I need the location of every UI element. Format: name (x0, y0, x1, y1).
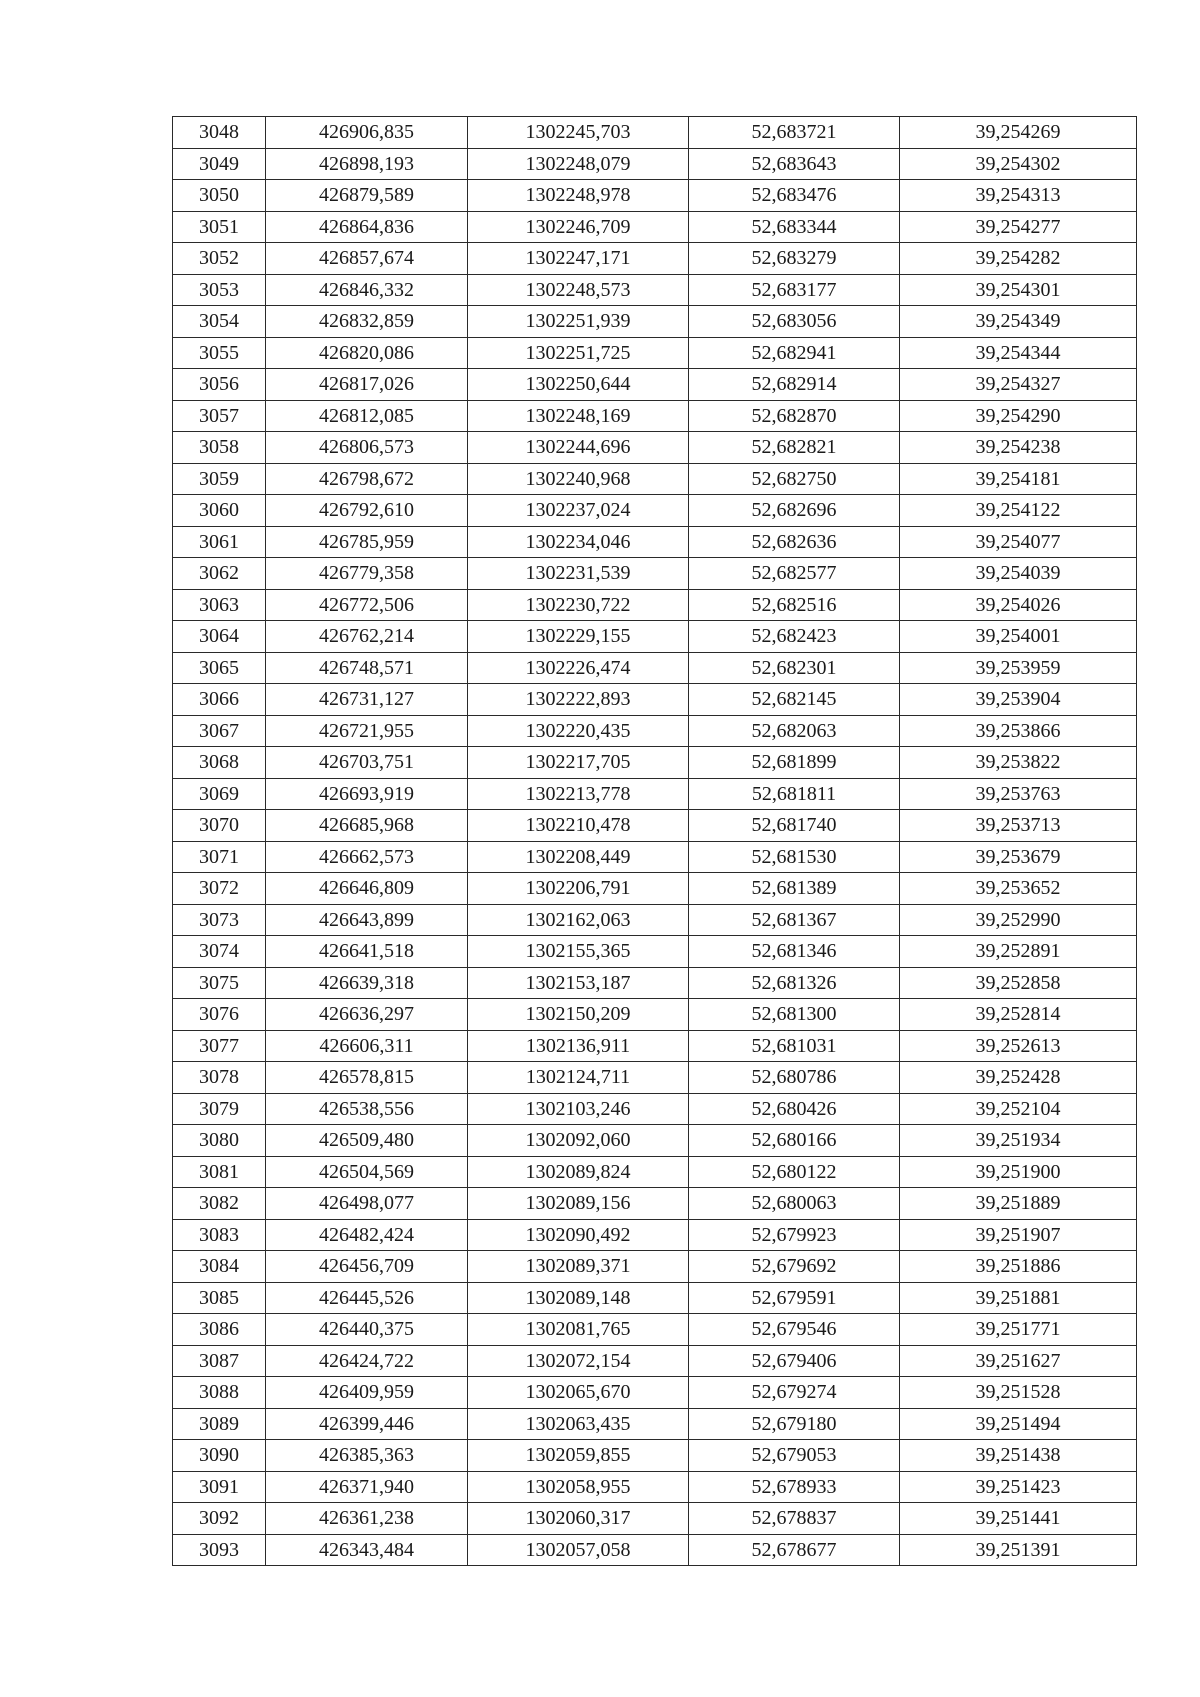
x-coordinate-cell: 426662,573 (266, 841, 468, 873)
latitude-cell: 52,681346 (689, 936, 900, 968)
y-coordinate-cell: 1302089,371 (468, 1251, 689, 1283)
point-number-cell: 3092 (173, 1503, 266, 1535)
x-coordinate-cell: 426779,358 (266, 558, 468, 590)
y-coordinate-cell: 1302089,824 (468, 1156, 689, 1188)
x-coordinate-cell: 426820,086 (266, 337, 468, 369)
point-number-cell: 3076 (173, 999, 266, 1031)
latitude-cell: 52,683643 (689, 148, 900, 180)
y-coordinate-cell: 1302089,148 (468, 1282, 689, 1314)
point-number-cell: 3060 (173, 495, 266, 527)
point-number-cell: 3066 (173, 684, 266, 716)
longitude-cell: 39,254026 (900, 589, 1137, 621)
table-row (173, 967, 1137, 999)
table-row (173, 1219, 1137, 1251)
table-row (173, 1408, 1137, 1440)
y-coordinate-cell: 1302248,169 (468, 400, 689, 432)
longitude-cell: 39,253866 (900, 715, 1137, 747)
x-coordinate-cell: 426772,506 (266, 589, 468, 621)
y-coordinate-cell: 1302247,171 (468, 243, 689, 275)
table-row (173, 1282, 1137, 1314)
y-coordinate-cell: 1302058,955 (468, 1471, 689, 1503)
table-row (173, 337, 1137, 369)
x-coordinate-cell: 426812,085 (266, 400, 468, 432)
point-number-cell: 3078 (173, 1062, 266, 1094)
table-row (173, 369, 1137, 401)
table-row (173, 1471, 1137, 1503)
x-coordinate-cell: 426846,332 (266, 274, 468, 306)
longitude-cell: 39,253679 (900, 841, 1137, 873)
table-row (173, 936, 1137, 968)
x-coordinate-cell: 426445,526 (266, 1282, 468, 1314)
point-number-cell: 3090 (173, 1440, 266, 1472)
y-coordinate-cell: 1302150,209 (468, 999, 689, 1031)
longitude-cell: 39,251627 (900, 1345, 1137, 1377)
latitude-cell: 52,681389 (689, 873, 900, 905)
latitude-cell: 52,679546 (689, 1314, 900, 1346)
y-coordinate-cell: 1302153,187 (468, 967, 689, 999)
coordinates-table (172, 116, 1137, 1566)
point-number-cell: 3077 (173, 1030, 266, 1062)
point-number-cell: 3053 (173, 274, 266, 306)
x-coordinate-cell: 426685,968 (266, 810, 468, 842)
latitude-cell: 52,682636 (689, 526, 900, 558)
y-coordinate-cell: 1302081,765 (468, 1314, 689, 1346)
longitude-cell: 39,254001 (900, 621, 1137, 653)
longitude-cell: 39,254181 (900, 463, 1137, 495)
point-number-cell: 3083 (173, 1219, 266, 1251)
table-row (173, 1440, 1137, 1472)
y-coordinate-cell: 1302234,046 (468, 526, 689, 558)
x-coordinate-cell: 426792,610 (266, 495, 468, 527)
table-row (173, 589, 1137, 621)
x-coordinate-cell: 426440,375 (266, 1314, 468, 1346)
longitude-cell: 39,253822 (900, 747, 1137, 779)
latitude-cell: 52,683177 (689, 274, 900, 306)
point-number-cell: 3069 (173, 778, 266, 810)
latitude-cell: 52,682145 (689, 684, 900, 716)
y-coordinate-cell: 1302220,435 (468, 715, 689, 747)
latitude-cell: 52,682577 (689, 558, 900, 590)
x-coordinate-cell: 426879,589 (266, 180, 468, 212)
y-coordinate-cell: 1302208,449 (468, 841, 689, 873)
longitude-cell: 39,252891 (900, 936, 1137, 968)
latitude-cell: 52,682870 (689, 400, 900, 432)
point-number-cell: 3054 (173, 306, 266, 338)
point-number-cell: 3067 (173, 715, 266, 747)
point-number-cell: 3085 (173, 1282, 266, 1314)
y-coordinate-cell: 1302210,478 (468, 810, 689, 842)
table-row (173, 1503, 1137, 1535)
latitude-cell: 52,682301 (689, 652, 900, 684)
x-coordinate-cell: 426482,424 (266, 1219, 468, 1251)
latitude-cell: 52,682063 (689, 715, 900, 747)
latitude-cell: 52,679180 (689, 1408, 900, 1440)
latitude-cell: 52,681811 (689, 778, 900, 810)
longitude-cell: 39,253904 (900, 684, 1137, 716)
latitude-cell: 52,679274 (689, 1377, 900, 1409)
point-number-cell: 3062 (173, 558, 266, 590)
point-number-cell: 3058 (173, 432, 266, 464)
latitude-cell: 52,682750 (689, 463, 900, 495)
x-coordinate-cell: 426504,569 (266, 1156, 468, 1188)
longitude-cell: 39,251934 (900, 1125, 1137, 1157)
x-coordinate-cell: 426762,214 (266, 621, 468, 653)
y-coordinate-cell: 1302231,539 (468, 558, 689, 590)
y-coordinate-cell: 1302072,154 (468, 1345, 689, 1377)
x-coordinate-cell: 426785,959 (266, 526, 468, 558)
y-coordinate-cell: 1302065,670 (468, 1377, 689, 1409)
y-coordinate-cell: 1302245,703 (468, 117, 689, 149)
latitude-cell: 52,681367 (689, 904, 900, 936)
longitude-cell: 39,251494 (900, 1408, 1137, 1440)
point-number-cell: 3080 (173, 1125, 266, 1157)
table-row (173, 1030, 1137, 1062)
longitude-cell: 39,253652 (900, 873, 1137, 905)
latitude-cell: 52,681530 (689, 841, 900, 873)
table-row (173, 1156, 1137, 1188)
latitude-cell: 52,681740 (689, 810, 900, 842)
table-row (173, 621, 1137, 653)
table-row (173, 526, 1137, 558)
point-number-cell: 3068 (173, 747, 266, 779)
coordinates-table-body (173, 117, 1137, 1566)
x-coordinate-cell: 426424,722 (266, 1345, 468, 1377)
y-coordinate-cell: 1302136,911 (468, 1030, 689, 1062)
longitude-cell: 39,252428 (900, 1062, 1137, 1094)
point-number-cell: 3056 (173, 369, 266, 401)
latitude-cell: 52,681300 (689, 999, 900, 1031)
latitude-cell: 52,683344 (689, 211, 900, 243)
latitude-cell: 52,683721 (689, 117, 900, 149)
y-coordinate-cell: 1302090,492 (468, 1219, 689, 1251)
longitude-cell: 39,254269 (900, 117, 1137, 149)
point-number-cell: 3079 (173, 1093, 266, 1125)
longitude-cell: 39,252990 (900, 904, 1137, 936)
x-coordinate-cell: 426817,026 (266, 369, 468, 401)
longitude-cell: 39,254077 (900, 526, 1137, 558)
latitude-cell: 52,683476 (689, 180, 900, 212)
x-coordinate-cell: 426703,751 (266, 747, 468, 779)
longitude-cell: 39,254277 (900, 211, 1137, 243)
latitude-cell: 52,682423 (689, 621, 900, 653)
point-number-cell: 3057 (173, 400, 266, 432)
longitude-cell: 39,252858 (900, 967, 1137, 999)
x-coordinate-cell: 426798,672 (266, 463, 468, 495)
table-row (173, 904, 1137, 936)
table-row (173, 1062, 1137, 1094)
point-number-cell: 3087 (173, 1345, 266, 1377)
longitude-cell: 39,254238 (900, 432, 1137, 464)
point-number-cell: 3072 (173, 873, 266, 905)
longitude-cell: 39,251900 (900, 1156, 1137, 1188)
point-number-cell: 3051 (173, 211, 266, 243)
y-coordinate-cell: 1302250,644 (468, 369, 689, 401)
y-coordinate-cell: 1302226,474 (468, 652, 689, 684)
latitude-cell: 52,682516 (689, 589, 900, 621)
point-number-cell: 3074 (173, 936, 266, 968)
x-coordinate-cell: 426693,919 (266, 778, 468, 810)
table-row (173, 1188, 1137, 1220)
y-coordinate-cell: 1302244,696 (468, 432, 689, 464)
longitude-cell: 39,251886 (900, 1251, 1137, 1283)
x-coordinate-cell: 426832,859 (266, 306, 468, 338)
x-coordinate-cell: 426731,127 (266, 684, 468, 716)
x-coordinate-cell: 426639,318 (266, 967, 468, 999)
point-number-cell: 3048 (173, 117, 266, 149)
point-number-cell: 3084 (173, 1251, 266, 1283)
table-row (173, 747, 1137, 779)
point-number-cell: 3059 (173, 463, 266, 495)
table-row (173, 810, 1137, 842)
latitude-cell: 52,679406 (689, 1345, 900, 1377)
latitude-cell: 52,680786 (689, 1062, 900, 1094)
longitude-cell: 39,254349 (900, 306, 1137, 338)
table-row (173, 558, 1137, 590)
table-row (173, 400, 1137, 432)
y-coordinate-cell: 1302222,893 (468, 684, 689, 716)
table-row (173, 999, 1137, 1031)
table-row (173, 1534, 1137, 1566)
longitude-cell: 39,251441 (900, 1503, 1137, 1535)
latitude-cell: 52,680426 (689, 1093, 900, 1125)
table-row (173, 432, 1137, 464)
table-row (173, 841, 1137, 873)
x-coordinate-cell: 426399,446 (266, 1408, 468, 1440)
longitude-cell: 39,254327 (900, 369, 1137, 401)
x-coordinate-cell: 426578,815 (266, 1062, 468, 1094)
y-coordinate-cell: 1302246,709 (468, 211, 689, 243)
table-row (173, 463, 1137, 495)
longitude-cell: 39,253713 (900, 810, 1137, 842)
latitude-cell: 52,682941 (689, 337, 900, 369)
point-number-cell: 3070 (173, 810, 266, 842)
point-number-cell: 3055 (173, 337, 266, 369)
x-coordinate-cell: 426864,836 (266, 211, 468, 243)
longitude-cell: 39,251907 (900, 1219, 1137, 1251)
longitude-cell: 39,254282 (900, 243, 1137, 275)
point-number-cell: 3061 (173, 526, 266, 558)
y-coordinate-cell: 1302251,725 (468, 337, 689, 369)
x-coordinate-cell: 426606,311 (266, 1030, 468, 1062)
point-number-cell: 3082 (173, 1188, 266, 1220)
longitude-cell: 39,252814 (900, 999, 1137, 1031)
longitude-cell: 39,251528 (900, 1377, 1137, 1409)
x-coordinate-cell: 426456,709 (266, 1251, 468, 1283)
latitude-cell: 52,681899 (689, 747, 900, 779)
point-number-cell: 3064 (173, 621, 266, 653)
x-coordinate-cell: 426641,518 (266, 936, 468, 968)
x-coordinate-cell: 426498,077 (266, 1188, 468, 1220)
x-coordinate-cell: 426385,363 (266, 1440, 468, 1472)
latitude-cell: 52,679692 (689, 1251, 900, 1283)
point-number-cell: 3050 (173, 180, 266, 212)
y-coordinate-cell: 1302230,722 (468, 589, 689, 621)
point-number-cell: 3075 (173, 967, 266, 999)
y-coordinate-cell: 1302063,435 (468, 1408, 689, 1440)
x-coordinate-cell: 426361,238 (266, 1503, 468, 1535)
x-coordinate-cell: 426857,674 (266, 243, 468, 275)
y-coordinate-cell: 1302155,365 (468, 936, 689, 968)
latitude-cell: 52,681031 (689, 1030, 900, 1062)
table-row (173, 1125, 1137, 1157)
latitude-cell: 52,678677 (689, 1534, 900, 1566)
table-row (173, 715, 1137, 747)
table-row (173, 873, 1137, 905)
point-number-cell: 3063 (173, 589, 266, 621)
longitude-cell: 39,252613 (900, 1030, 1137, 1062)
y-coordinate-cell: 1302057,058 (468, 1534, 689, 1566)
longitude-cell: 39,254344 (900, 337, 1137, 369)
longitude-cell: 39,251881 (900, 1282, 1137, 1314)
point-number-cell: 3089 (173, 1408, 266, 1440)
x-coordinate-cell: 426721,955 (266, 715, 468, 747)
y-coordinate-cell: 1302240,968 (468, 463, 689, 495)
y-coordinate-cell: 1302248,978 (468, 180, 689, 212)
longitude-cell: 39,251423 (900, 1471, 1137, 1503)
y-coordinate-cell: 1302162,063 (468, 904, 689, 936)
latitude-cell: 52,682914 (689, 369, 900, 401)
latitude-cell: 52,678933 (689, 1471, 900, 1503)
x-coordinate-cell: 426646,809 (266, 873, 468, 905)
latitude-cell: 52,683056 (689, 306, 900, 338)
x-coordinate-cell: 426748,571 (266, 652, 468, 684)
latitude-cell: 52,682821 (689, 432, 900, 464)
x-coordinate-cell: 426538,556 (266, 1093, 468, 1125)
table-row (173, 274, 1137, 306)
x-coordinate-cell: 426371,940 (266, 1471, 468, 1503)
longitude-cell: 39,253959 (900, 652, 1137, 684)
longitude-cell: 39,254302 (900, 148, 1137, 180)
point-number-cell: 3065 (173, 652, 266, 684)
latitude-cell: 52,680166 (689, 1125, 900, 1157)
y-coordinate-cell: 1302237,024 (468, 495, 689, 527)
point-number-cell: 3091 (173, 1471, 266, 1503)
y-coordinate-cell: 1302103,246 (468, 1093, 689, 1125)
latitude-cell: 52,678837 (689, 1503, 900, 1535)
table-row (173, 684, 1137, 716)
x-coordinate-cell: 426509,480 (266, 1125, 468, 1157)
x-coordinate-cell: 426409,959 (266, 1377, 468, 1409)
x-coordinate-cell: 426898,193 (266, 148, 468, 180)
y-coordinate-cell: 1302124,711 (468, 1062, 689, 1094)
longitude-cell: 39,252104 (900, 1093, 1137, 1125)
y-coordinate-cell: 1302060,317 (468, 1503, 689, 1535)
longitude-cell: 39,251391 (900, 1534, 1137, 1566)
y-coordinate-cell: 1302217,705 (468, 747, 689, 779)
point-number-cell: 3073 (173, 904, 266, 936)
longitude-cell: 39,254039 (900, 558, 1137, 590)
table-row (173, 652, 1137, 684)
x-coordinate-cell: 426636,297 (266, 999, 468, 1031)
table-row (173, 778, 1137, 810)
y-coordinate-cell: 1302059,855 (468, 1440, 689, 1472)
y-coordinate-cell: 1302089,156 (468, 1188, 689, 1220)
latitude-cell: 52,682696 (689, 495, 900, 527)
table-row (173, 306, 1137, 338)
x-coordinate-cell: 426643,899 (266, 904, 468, 936)
table-row (173, 1377, 1137, 1409)
x-coordinate-cell: 426906,835 (266, 117, 468, 149)
x-coordinate-cell: 426806,573 (266, 432, 468, 464)
point-number-cell: 3088 (173, 1377, 266, 1409)
latitude-cell: 52,683279 (689, 243, 900, 275)
table-row (173, 148, 1137, 180)
y-coordinate-cell: 1302229,155 (468, 621, 689, 653)
point-number-cell: 3081 (173, 1156, 266, 1188)
y-coordinate-cell: 1302213,778 (468, 778, 689, 810)
longitude-cell: 39,253763 (900, 778, 1137, 810)
longitude-cell: 39,254290 (900, 400, 1137, 432)
latitude-cell: 52,679053 (689, 1440, 900, 1472)
table-row (173, 180, 1137, 212)
table-row (173, 1251, 1137, 1283)
point-number-cell: 3093 (173, 1534, 266, 1566)
longitude-cell: 39,251771 (900, 1314, 1137, 1346)
table-row (173, 1314, 1137, 1346)
latitude-cell: 52,680063 (689, 1188, 900, 1220)
latitude-cell: 52,679923 (689, 1219, 900, 1251)
table-row (173, 1093, 1137, 1125)
point-number-cell: 3086 (173, 1314, 266, 1346)
y-coordinate-cell: 1302248,573 (468, 274, 689, 306)
latitude-cell: 52,681326 (689, 967, 900, 999)
y-coordinate-cell: 1302251,939 (468, 306, 689, 338)
y-coordinate-cell: 1302206,791 (468, 873, 689, 905)
latitude-cell: 52,679591 (689, 1282, 900, 1314)
y-coordinate-cell: 1302248,079 (468, 148, 689, 180)
table-row (173, 495, 1137, 527)
point-number-cell: 3052 (173, 243, 266, 275)
longitude-cell: 39,251438 (900, 1440, 1137, 1472)
latitude-cell: 52,680122 (689, 1156, 900, 1188)
table-row (173, 117, 1137, 149)
point-number-cell: 3071 (173, 841, 266, 873)
longitude-cell: 39,254122 (900, 495, 1137, 527)
table-row (173, 1345, 1137, 1377)
x-coordinate-cell: 426343,484 (266, 1534, 468, 1566)
y-coordinate-cell: 1302092,060 (468, 1125, 689, 1157)
point-number-cell: 3049 (173, 148, 266, 180)
longitude-cell: 39,254313 (900, 180, 1137, 212)
longitude-cell: 39,251889 (900, 1188, 1137, 1220)
table-row (173, 211, 1137, 243)
table-row (173, 243, 1137, 275)
longitude-cell: 39,254301 (900, 274, 1137, 306)
